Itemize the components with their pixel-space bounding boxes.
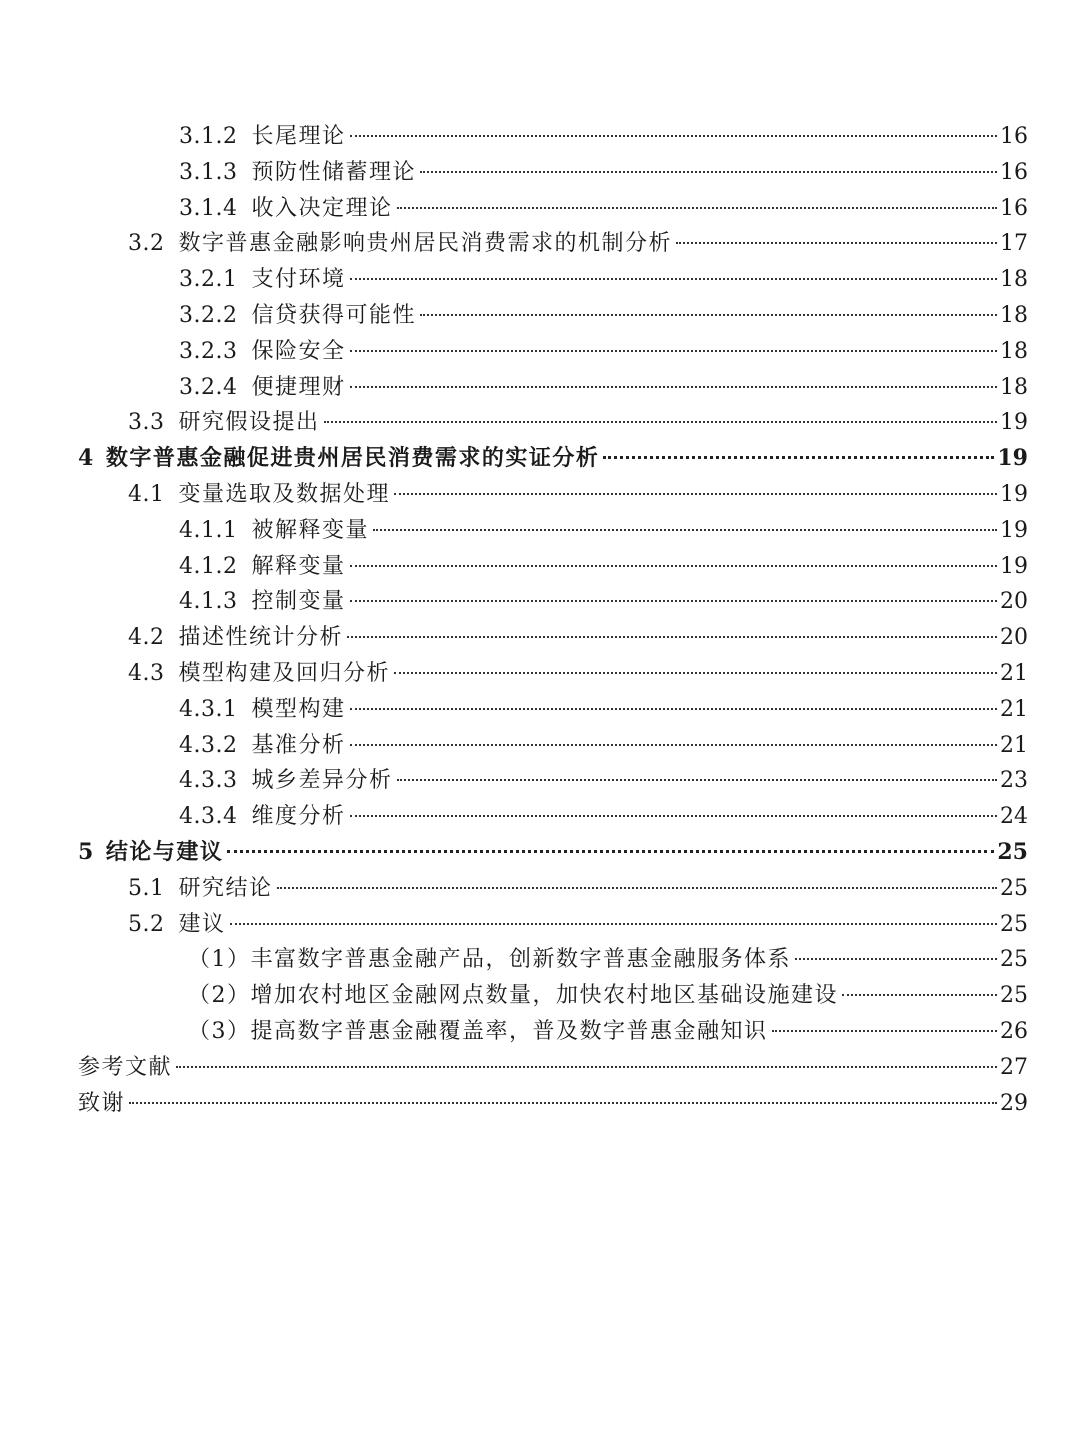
toc-entry-page-number: 25 (1000, 947, 1028, 973)
dot-leader (373, 529, 997, 531)
toc-entry[interactable] (78, 477, 1028, 513)
toc-entry-page-number: 21 (1000, 696, 1028, 722)
toc-entry-number: 4.3.4 (179, 804, 238, 830)
dot-leader (230, 923, 997, 925)
dot-leader (350, 708, 998, 710)
dot-leader (397, 207, 998, 209)
dot-leader (795, 958, 997, 960)
toc-entry-page-number: 25 (1000, 911, 1028, 937)
toc-entry-number: 4.1.2 (179, 553, 238, 579)
toc-entry-page-number: 18 (1000, 374, 1028, 400)
toc-entry-title: 研究假设提出 (178, 410, 320, 436)
dot-leader (277, 887, 997, 889)
toc-entry-title: 数字普惠金融促进贵州居民消费需求的实证分析 (105, 445, 600, 472)
toc-entry-title: （3）提高数字普惠金融覆盖率，普及数字普惠金融知识 (188, 1018, 768, 1044)
dot-leader (227, 850, 994, 853)
dot-leader (842, 994, 997, 996)
toc-entry-page-number: 19 (1000, 517, 1028, 543)
toc-entry-number: 4 (78, 445, 94, 472)
toc-entry-number: 4.1.1 (179, 517, 238, 543)
toc-entry[interactable] (78, 155, 1028, 191)
toc-entry-title: 基准分析 (251, 732, 346, 758)
dot-leader (676, 242, 997, 244)
toc-entry-number: 3.2 (128, 231, 165, 257)
toc-entry-page-number: 23 (1000, 768, 1028, 794)
toc-entry-title: 变量选取及数据处理 (178, 481, 391, 507)
toc-entry-number: 5 (78, 838, 94, 865)
toc-entry[interactable] (78, 370, 1028, 406)
toc-entry-page-number: 25 (1000, 875, 1028, 901)
toc-entry-title: 维度分析 (251, 804, 346, 830)
dot-leader (350, 278, 998, 280)
toc-entry[interactable] (78, 907, 1028, 943)
toc-entry-page-number: 19 (997, 445, 1028, 472)
toc-entry-number: 4.1.3 (179, 589, 238, 615)
toc-entry-number: 3.2.2 (179, 302, 238, 328)
toc-entry-title: 便捷理财 (251, 374, 346, 400)
toc-entry[interactable] (78, 728, 1028, 764)
dot-leader (350, 744, 998, 746)
toc-entry[interactable] (78, 549, 1028, 585)
toc-entry-number: 4.2 (128, 625, 165, 651)
toc-entry-page-number: 18 (1000, 302, 1028, 328)
toc-entry-title: 模型构建 (251, 696, 346, 722)
toc-entry-title: 数字普惠金融影响贵州居民消费需求的机制分析 (178, 231, 673, 257)
toc-entry-page-number: 26 (1000, 1018, 1028, 1044)
toc-entry[interactable] (78, 835, 1028, 871)
toc-entry-title: 信贷获得可能性 (251, 302, 416, 328)
dot-leader (394, 493, 997, 495)
toc-entry-number: 4.3 (128, 660, 165, 686)
toc-entry-number: 3.1.3 (179, 159, 238, 185)
toc-entry-page-number: 21 (1000, 732, 1028, 758)
toc-entry-number: 3.2.3 (179, 338, 238, 364)
toc-entry-title: 被解释变量 (251, 517, 369, 543)
toc-entry[interactable] (78, 191, 1028, 227)
dot-leader (347, 636, 997, 638)
toc-entry-page-number: 20 (1000, 589, 1028, 615)
toc-entry-page-number: 25 (997, 838, 1028, 865)
dot-leader (350, 350, 998, 352)
toc-entry-page-number: 19 (1000, 410, 1028, 436)
toc-entry[interactable] (78, 584, 1028, 620)
dot-leader (397, 779, 998, 781)
dot-leader (350, 565, 998, 567)
dot-leader (176, 1066, 997, 1068)
toc-entry-page-number: 20 (1000, 625, 1028, 651)
dot-leader (603, 456, 994, 459)
toc-entry-page-number: 16 (1000, 159, 1028, 185)
toc-entry[interactable] (78, 620, 1028, 656)
toc-entry[interactable] (78, 942, 1028, 978)
toc-entry-title: 控制变量 (251, 589, 346, 615)
dot-leader (350, 135, 998, 137)
toc-entry-page-number: 25 (1000, 983, 1028, 1009)
toc-entry[interactable] (78, 334, 1028, 370)
toc-entry-number: 5.1 (128, 875, 165, 901)
toc-entry[interactable] (78, 298, 1028, 334)
dot-leader (129, 1102, 997, 1104)
dot-leader (350, 815, 998, 817)
toc-entry-page-number: 27 (1000, 1054, 1028, 1080)
toc-entry-title: 模型构建及回归分析 (178, 660, 391, 686)
dot-leader (350, 600, 998, 602)
toc-entry-title: 解释变量 (251, 553, 346, 579)
toc-entry[interactable] (78, 692, 1028, 728)
toc-entry-page-number: 16 (1000, 195, 1028, 221)
toc-entry[interactable] (78, 1014, 1028, 1050)
toc-entry-number: 4.3.3 (179, 768, 238, 794)
toc-entry-title: （2）增加农村地区金融网点数量，加快农村地区基础设施建设 (188, 983, 838, 1009)
toc-entry-number: 4.1 (128, 481, 165, 507)
toc-entry-title: 致谢 (78, 1090, 126, 1116)
dot-leader (420, 171, 997, 173)
toc-entry-title: 预防性储蓄理论 (251, 159, 416, 185)
toc-entry[interactable] (78, 1086, 1028, 1122)
toc-entry[interactable] (78, 763, 1028, 799)
toc-entry[interactable] (78, 405, 1028, 441)
toc-entry-title: 收入决定理论 (251, 195, 393, 221)
table-of-contents (78, 119, 1028, 1121)
toc-entry[interactable] (78, 226, 1028, 262)
toc-entry-number: 5.2 (128, 911, 165, 937)
toc-entry-page-number: 21 (1000, 660, 1028, 686)
toc-entry-number: 3.1.4 (179, 195, 238, 221)
toc-entry-title: 支付环境 (251, 267, 346, 293)
toc-entry-title: 参考文献 (78, 1054, 173, 1080)
toc-entry-page-number: 19 (1000, 553, 1028, 579)
toc-entry-title: （1）丰富数字普惠金融产品，创新数字普惠金融服务体系 (188, 947, 791, 973)
toc-entry-page-number: 18 (1000, 267, 1028, 293)
toc-entry[interactable] (78, 978, 1028, 1014)
toc-entry-title: 建议 (178, 911, 226, 937)
toc-entry[interactable] (78, 262, 1028, 298)
dot-leader (324, 421, 997, 423)
toc-entry-page-number: 29 (1000, 1090, 1028, 1116)
toc-entry[interactable] (78, 441, 1028, 477)
toc-entry-title: 研究结论 (178, 875, 273, 901)
dot-leader (420, 314, 997, 316)
toc-entry-title: 长尾理论 (251, 124, 346, 149)
toc-entry[interactable] (78, 656, 1028, 692)
toc-entry[interactable] (78, 513, 1028, 549)
toc-entry-page-number: 17 (1000, 231, 1028, 257)
toc-entry-number: 4.3.2 (179, 732, 238, 758)
toc-entry[interactable] (78, 871, 1028, 907)
toc-entry-title: 结论与建议 (105, 838, 224, 865)
toc-entry-number: 3.1.2 (179, 124, 238, 149)
toc-entry[interactable] (78, 119, 1028, 155)
toc-entry-page-number: 16 (1000, 124, 1028, 149)
toc-entry-number: 4.3.1 (179, 696, 238, 722)
toc-entry-page-number: 19 (1000, 481, 1028, 507)
toc-entry-number: 3.2.1 (179, 267, 238, 293)
toc-entry-page-number: 18 (1000, 338, 1028, 364)
dot-leader (350, 386, 998, 388)
toc-entry-page-number: 24 (1000, 804, 1028, 830)
toc-entry-number: 3.3 (128, 410, 165, 436)
toc-entry-number: 3.2.4 (179, 374, 238, 400)
toc-entry-title: 描述性统计分析 (178, 625, 344, 651)
dot-leader (772, 1030, 998, 1032)
toc-entry-title: 城乡差异分析 (251, 768, 393, 794)
dot-leader (394, 672, 997, 674)
toc-entry[interactable] (78, 799, 1028, 835)
toc-entry[interactable] (78, 1050, 1028, 1086)
toc-entry-title: 保险安全 (251, 338, 346, 364)
